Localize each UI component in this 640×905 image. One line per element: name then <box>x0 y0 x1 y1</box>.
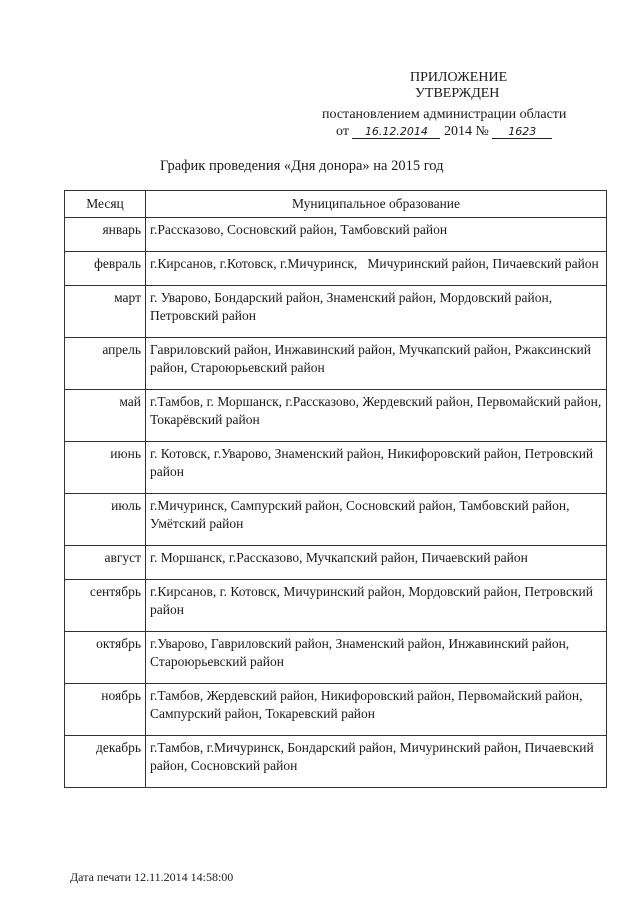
month-cell: январь <box>65 218 146 252</box>
month-cell: сентябрь <box>65 580 146 632</box>
areas-cell: г. Уварово, Бондарский район, Знаменский район, Мордовский район, Петровский район <box>146 286 607 338</box>
column-header-municipality: Муниципальное образование <box>146 191 607 218</box>
donor-day-schedule-table <box>64 190 607 788</box>
month-cell: июнь <box>65 442 146 494</box>
date-prefix: от <box>336 124 349 139</box>
table-row <box>65 286 607 338</box>
table-row <box>65 684 607 736</box>
table-row <box>65 546 607 580</box>
areas-cell: г.Тамбов, г. Моршанск, г.Рассказово, Жердевский район, Первомайский район, Токарёвский район <box>146 390 607 442</box>
areas-cell: г. Котовск, г.Уварово, Знаменский район, Никифоровский район, Петровский район <box>146 442 607 494</box>
table-row <box>65 632 607 684</box>
month-cell: апрель <box>65 338 146 390</box>
month-cell: октябрь <box>65 632 146 684</box>
print-date-footer: Дата печати 12.11.2014 14:58:00 <box>70 870 234 884</box>
month-cell: февраль <box>65 252 146 286</box>
number-sign: № <box>475 124 489 139</box>
areas-cell: г.Кирсанов, г. Котовск, Мичуринский район, Мордовский район, Петровский район <box>146 580 607 632</box>
decree-year: 2014 <box>443 124 472 139</box>
areas-cell: г.Мичуринск, Сампурский район, Сосновский район, Тамбовский район, Умётский район <box>146 494 607 546</box>
column-header-month: Месяц <box>65 191 146 218</box>
month-cell: август <box>65 546 146 580</box>
table-row <box>65 736 607 788</box>
handwritten-date: 16.12.2014 <box>352 125 440 139</box>
table-row <box>65 494 607 546</box>
decree-label: постановлением администрации области <box>322 107 567 122</box>
decree-date-line <box>336 124 552 140</box>
month-cell: июль <box>65 494 146 546</box>
areas-cell: г.Рассказово, Сосновский район, Тамбовский район <box>146 218 607 252</box>
table-row <box>65 218 607 252</box>
table-row <box>65 580 607 632</box>
month-cell: ноябрь <box>65 684 146 736</box>
table-row <box>65 338 607 390</box>
areas-cell: г.Уварово, Гавриловский район, Знаменский район, Инжавинский район, Староюрьевский район <box>146 632 607 684</box>
month-cell: декабрь <box>65 736 146 788</box>
areas-cell: г.Тамбов, г.Мичуринск, Бондарский район, Мичуринский район, Пичаевский район, Сосновский район <box>146 736 607 788</box>
areas-cell: г.Кирсанов, г.Котовск, г.Мичуринск, Мичуринский район, Пичаевский район <box>146 252 607 286</box>
table-header-row <box>65 191 607 218</box>
areas-cell: г. Моршанск, г.Рассказово, Мучкапский район, Пичаевский район <box>146 546 607 580</box>
document-title: График проведения «Дня донора» на 2015 год <box>160 158 444 174</box>
areas-cell: г.Тамбов, Жердевский район, Никифоровский район, Первомайский район, Сампурский район, Токаревский район <box>146 684 607 736</box>
month-cell: май <box>65 390 146 442</box>
handwritten-number: 1623 <box>492 125 552 139</box>
table-row <box>65 442 607 494</box>
approved-label: УТВЕРЖДЕН <box>415 86 500 101</box>
table-row <box>65 252 607 286</box>
appendix-label: ПРИЛОЖЕНИЕ <box>410 70 508 85</box>
month-cell: март <box>65 286 146 338</box>
table-row <box>65 390 607 442</box>
areas-cell: Гавриловский район, Инжавинский район, Мучкапский район, Ржаксинский район, Староюрьевский район <box>146 338 607 390</box>
